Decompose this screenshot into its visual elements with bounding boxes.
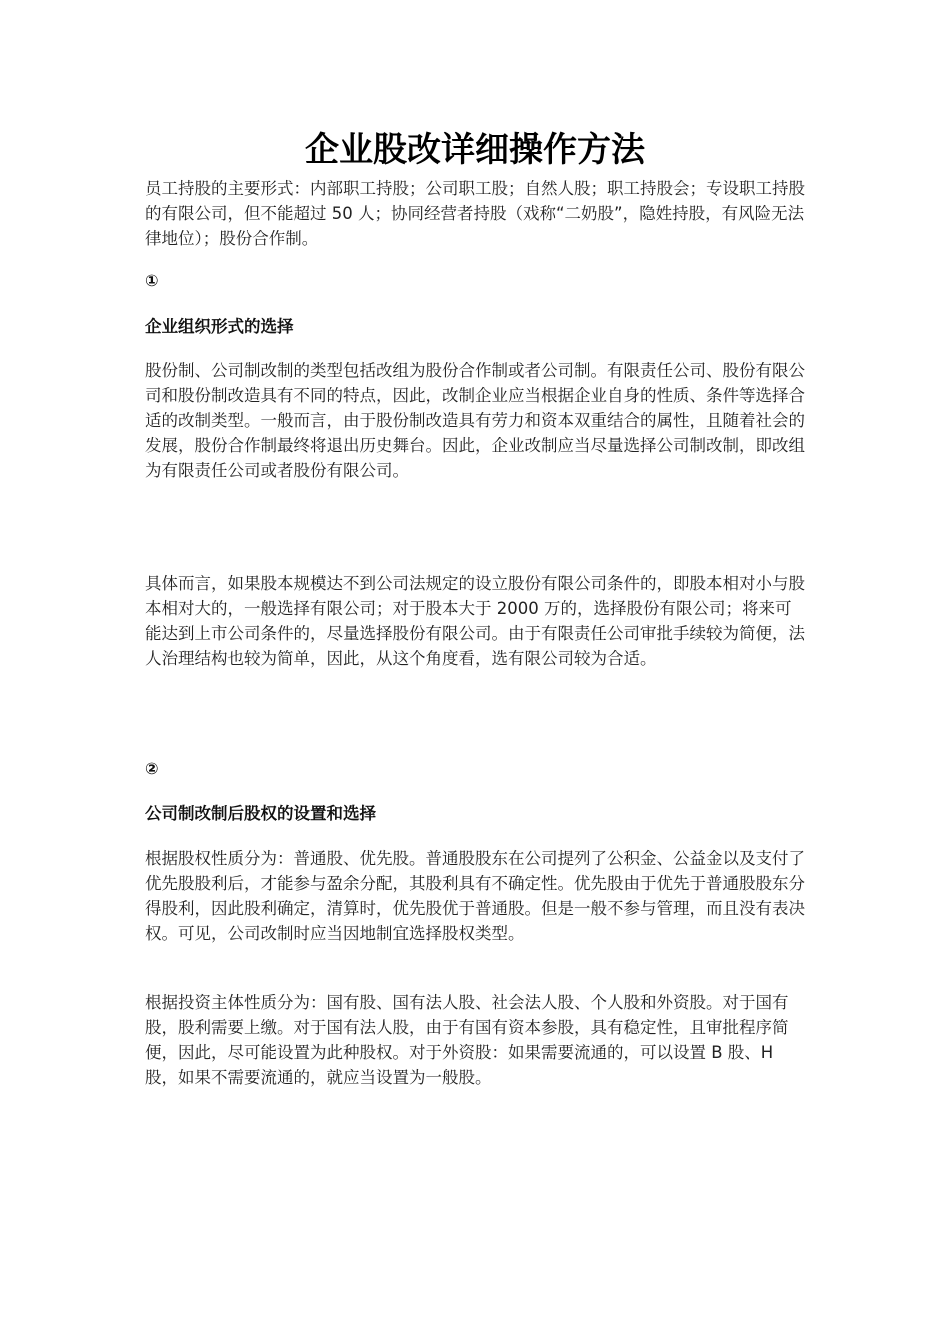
- section-2-paragraph-1: 根据股权性质分为：普通股、优先股。普通股股东在公司提列了公积金、公益金以及支付了优先股股利后，才能参与盈余分配，其股利具有不确定性。优先股由于优先于普通股股东分得股利，因此股利确定，清算时，优先股优于普通股。但是一般不参与管理，而且没有表决权。可见，公司改制时应当因地制宜选择股权类型。: [145, 849, 805, 943]
- section-2-heading: 公司制改制后股权的设置和选择: [145, 804, 376, 823]
- section-1-paragraph-2: 具体而言，如果股本规模达不到公司法规定的设立股份有限公司条件的，即股本相对小与股本相对大的，一般选择有限公司；对于股本大于 2000 万的，选择股份有限公司；将来可能达到上市公司条件的，尽量选择股份有限公司。由于有限责任公司审批手续较为简便，法人治理结构也较为简单，因此，从这个角度看，选有限公司较为合适。: [145, 574, 805, 668]
- intro-paragraph: 员工持股的主要形式：内部职工持股；公司职工股；自然人股；职工持股会；专设职工持股的有限公司，但不能超过 50 人；协同经营者持股（戏称“二奶股”，隐姓持股，有风险无法律地位）；股份合作制。: [145, 179, 805, 248]
- document-title: 企业股改详细操作方法: [305, 130, 645, 170]
- section-1-paragraph-1: 股份制、公司制改制的类型包括改组为股份合作制或者公司制。有限责任公司、股份有限公司和股份制改造具有不同的特点，因此，改制企业应当根据企业自身的性质、条件等选择合适的改制类型。一般而言，由于股份制改造具有劳力和资本双重结合的属性，且随着社会的发展，股份合作制最终将退出历史舞台。因此，企业改制应当尽量选择公司制改制，即改组为有限责任公司或者股份有限公司。: [145, 361, 805, 480]
- section-1-heading: 企业组织形式的选择: [145, 317, 294, 336]
- section-2-paragraph-2: 根据投资主体性质分为：国有股、国有法人股、社会法人股、个人股和外资股。对于国有股，股利需要上缴。对于国有法人股，由于有国有资本参股，具有稳定性，且审批程序简便，因此，尽可能设置为此种股权。对于外资股：如果需要流通的，可以设置 B 股、H 股，如果不需要流通的，就应当设置为一般股。: [145, 993, 789, 1087]
- section-2-marker: ②: [145, 759, 159, 778]
- section-1-marker: ①: [145, 271, 159, 290]
